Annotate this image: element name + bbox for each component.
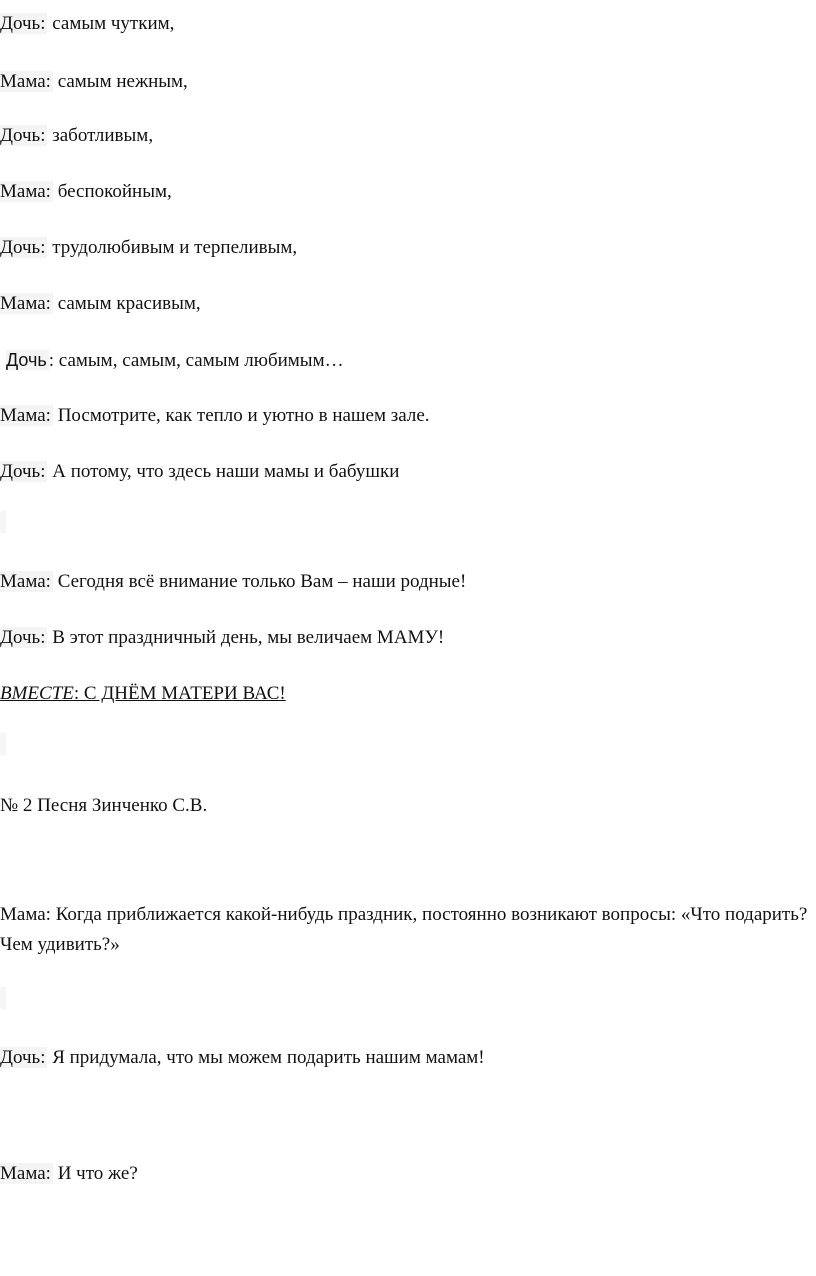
line-text: Сегодня всё внимание только Вам – наши родные! bbox=[52, 571, 467, 592]
line-text: трудолюбивым и терпеливым, bbox=[47, 237, 298, 258]
speaker-label: Мама: bbox=[0, 571, 51, 592]
line-text: самым нежным, bbox=[52, 71, 188, 92]
dialogue-line-final bbox=[0, 1162, 138, 1186]
dialogue-line-8 bbox=[0, 404, 430, 428]
line-text: И что же? bbox=[52, 1163, 138, 1184]
dialogue-line-3 bbox=[0, 124, 153, 148]
speaker-label: Мама: bbox=[0, 904, 51, 925]
speaker-label: Мама: bbox=[0, 405, 51, 426]
speaker-label: Дочь bbox=[6, 350, 47, 370]
together-line bbox=[0, 682, 286, 706]
line-text: : С ДНЁМ МАТЕРИ ВАС! bbox=[73, 683, 286, 704]
line-text: В этот праздничный день, мы величаем МАМУ! bbox=[47, 627, 445, 648]
empty-paragraph-mark bbox=[0, 510, 6, 534]
speaker-label: Мама: bbox=[0, 293, 51, 314]
dialogue-line-7 bbox=[6, 348, 344, 373]
speaker-label: Дочь: bbox=[0, 461, 46, 482]
song-line bbox=[0, 794, 207, 818]
line-text: беспокойным, bbox=[52, 181, 172, 202]
empty-paragraph-mark bbox=[0, 732, 6, 756]
line-text: заботливым, bbox=[47, 125, 154, 146]
dialogue-line-11 bbox=[0, 626, 444, 650]
line-text: Я придумала, что мы можем подарить нашим мамам! bbox=[47, 1047, 485, 1068]
dialogue-line-1 bbox=[0, 12, 174, 36]
speaker-label: ВМЕСТЕ bbox=[0, 683, 74, 704]
speaker-label: Дочь: bbox=[0, 627, 46, 648]
speaker-label: Дочь: bbox=[0, 125, 46, 146]
dialogue-paragraph-question bbox=[0, 900, 812, 960]
dialogue-line-9 bbox=[0, 460, 399, 484]
song-title: № 2 Песня Зинченко С.В. bbox=[0, 795, 208, 816]
dialogue-line-2 bbox=[0, 70, 188, 94]
speaker-label: Дочь: bbox=[0, 13, 46, 34]
dialogue-line-5 bbox=[0, 236, 297, 260]
line-text: Посмотрите, как тепло и уютно в нашем зале. bbox=[52, 405, 430, 426]
line-text: самым красивым, bbox=[52, 293, 201, 314]
dialogue-line-idea bbox=[0, 1046, 485, 1070]
dialogue-line-6 bbox=[0, 292, 201, 316]
empty-paragraph-mark bbox=[0, 986, 6, 1010]
line-text: Когда приближается какой-нибудь праздник, постоянно возникают вопросы: «Что подарить? Чем удивить?» bbox=[0, 904, 808, 955]
line-text: : самым, самым, самым любимым… bbox=[48, 350, 344, 371]
dialogue-line-10 bbox=[0, 570, 466, 594]
dialogue-line-4 bbox=[0, 180, 172, 204]
speaker-label: Дочь: bbox=[0, 237, 46, 258]
speaker-label: Мама: bbox=[0, 1163, 51, 1184]
speaker-label: Мама: bbox=[0, 71, 51, 92]
line-text: самым чутким, bbox=[47, 13, 175, 34]
speaker-label: Мама: bbox=[0, 181, 51, 202]
speaker-label: Дочь: bbox=[0, 1047, 46, 1068]
line-text: А потому, что здесь наши мамы и бабушки bbox=[47, 461, 400, 482]
